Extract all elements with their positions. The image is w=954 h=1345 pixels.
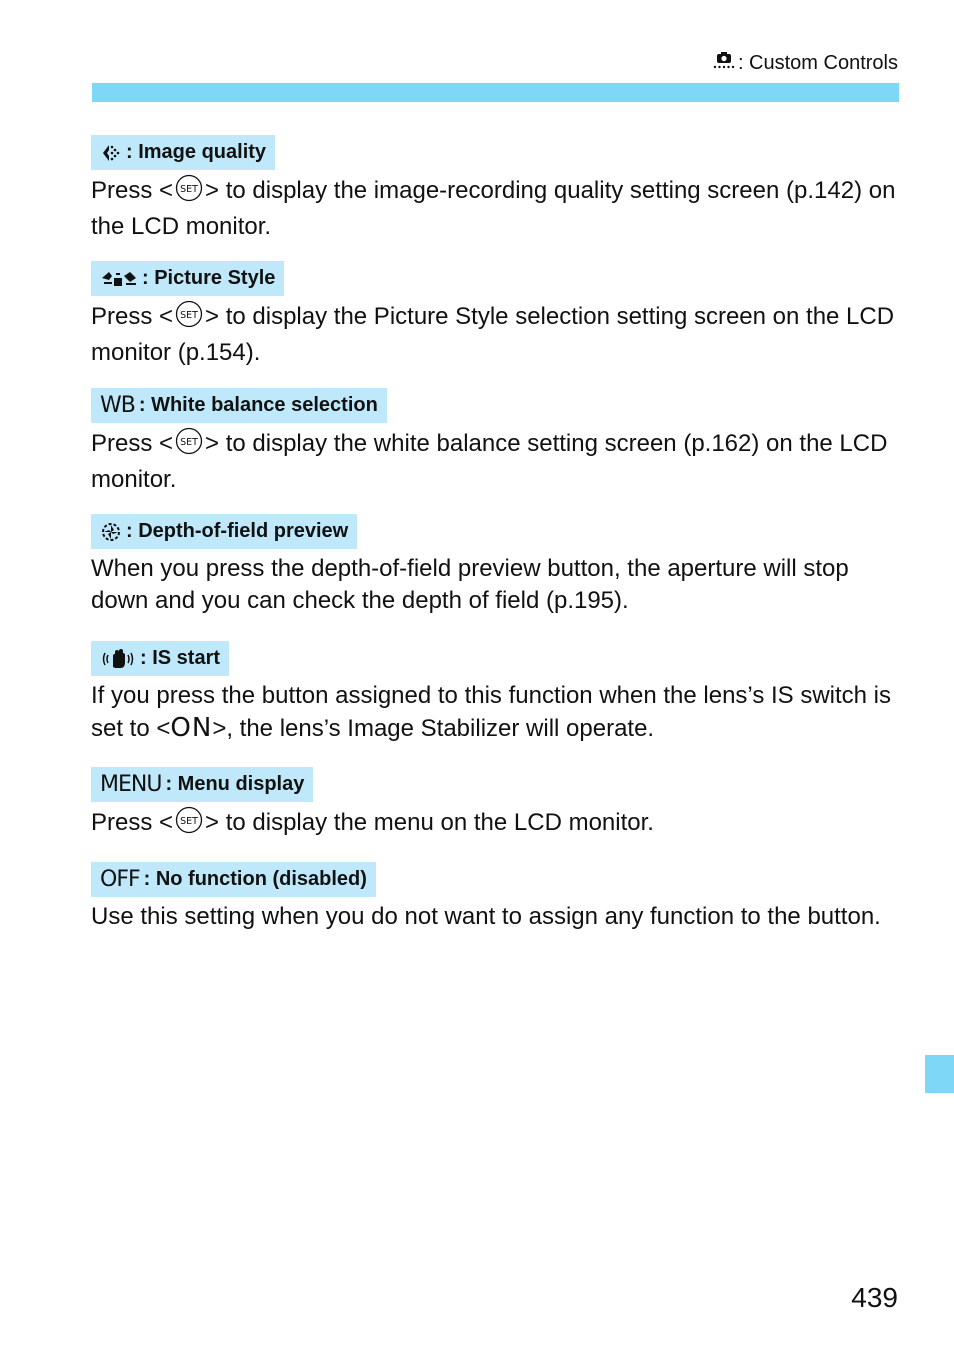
section-body-no-function: Use this setting when you do not want to assign any function to the button. (91, 903, 881, 930)
white-balance-icon: WB (100, 393, 135, 418)
section-body-image-quality: Press < SET > to display the image-recording quality setting screen (p.142) on the LCD monitor. (91, 174, 901, 243)
custom-controls-camera-icon (712, 50, 736, 76)
section-label-white-balance (91, 388, 387, 423)
svg-text:SET: SET (180, 184, 198, 195)
svg-text:SET: SET (180, 437, 198, 448)
section-picture-style (91, 261, 901, 369)
svg-text:SET: SET (180, 816, 198, 827)
section-label-image-quality (91, 135, 275, 170)
section-label-menu-display (91, 767, 313, 802)
section-menu-display (91, 767, 901, 843)
section-label-no-function (91, 862, 376, 897)
off-icon: OFF (100, 867, 140, 892)
picture-style-icon (100, 268, 138, 290)
section-depth-of-field (91, 514, 901, 617)
page-number: 439 (851, 1282, 898, 1313)
depth-of-field-preview-icon (100, 521, 122, 543)
menu-icon: MENU (100, 772, 162, 797)
section-label-text: : No function (disabled) (143, 868, 367, 890)
section-label-text: : Picture Style (142, 267, 276, 289)
header-title-text: : Custom Controls (737, 51, 898, 74)
section-no-function (91, 862, 901, 933)
section-body-is-start: If you press the button assigned to this function when the lens’s IS switch is set to <ON>, the lens’s Image Stabilizer will operate. (91, 682, 892, 743)
set-button-icon (175, 300, 203, 337)
running-header (712, 50, 898, 76)
section-body-menu-display: Press < SET > to display the menu on the LCD monitor. (91, 806, 901, 843)
section-label-text: : Image quality (126, 141, 267, 163)
svg-text:SET: SET (180, 310, 198, 321)
chapter-side-tab (925, 1055, 954, 1093)
section-label-text: : Menu display (165, 773, 305, 795)
on-switch-icon: ON (170, 713, 213, 743)
set-button-icon (175, 427, 203, 464)
section-body-picture-style: Press < SET > to display the Picture Style selection setting screen on the LCD monitor (p.154). (91, 300, 901, 369)
section-label-depth-of-field (91, 514, 357, 549)
section-is-start (91, 641, 901, 745)
set-button-icon (175, 174, 203, 211)
image-stabilizer-hand-icon (100, 647, 136, 671)
set-button-icon (175, 806, 203, 843)
section-image-quality (91, 135, 901, 243)
section-body-white-balance: Press < SET > to display the white balance setting screen (p.162) on the LCD monitor. (91, 427, 901, 496)
section-label-text: : White balance selection (138, 394, 378, 416)
section-label-is-start (91, 641, 229, 676)
header-bar (92, 83, 899, 102)
section-label-text: : Depth-of-field preview (126, 520, 349, 542)
section-body-depth-of-field: When you press the depth-of-field preview button, the aperture will stop down and you can check the depth of field (p.195). (91, 555, 849, 614)
section-label-text: : IS start (140, 647, 221, 669)
section-white-balance (91, 388, 901, 496)
section-label-picture-style (91, 261, 284, 296)
image-quality-icon (100, 142, 122, 164)
